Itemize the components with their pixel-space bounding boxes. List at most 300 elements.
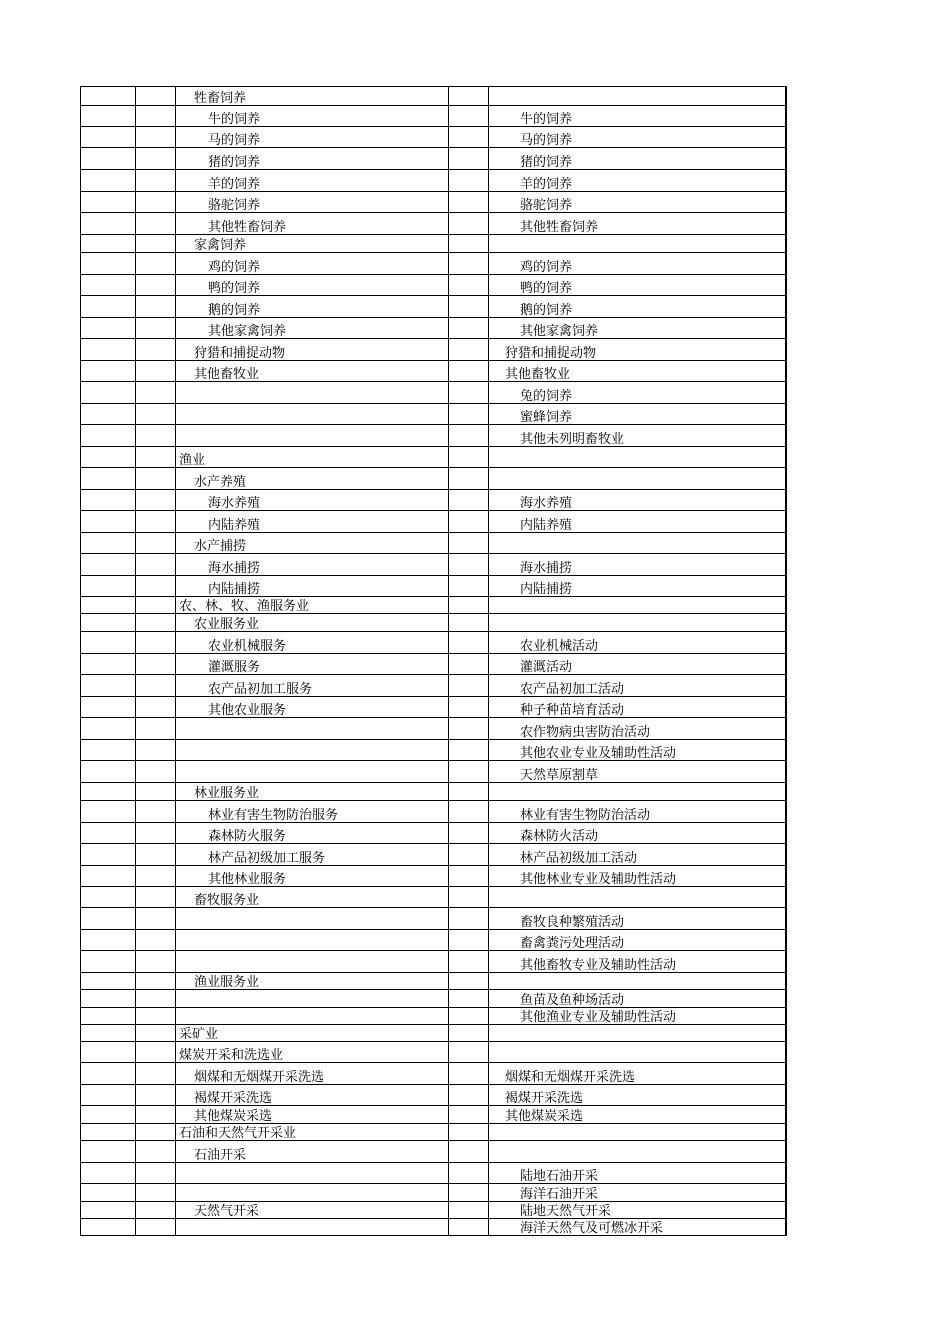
right-category-label: 农产品初加工活动 (520, 682, 625, 697)
table-row (81, 339, 786, 361)
code-cell (81, 951, 136, 973)
right-name-cell (489, 718, 786, 740)
code-cell (136, 1063, 176, 1085)
code-cell (449, 404, 489, 425)
table-row (81, 170, 786, 192)
code-cell (136, 554, 176, 576)
right-category-label: 鸭的饲养 (520, 281, 573, 296)
left-name-cell (176, 887, 449, 908)
code-cell (449, 533, 489, 554)
code-cell (449, 106, 489, 127)
code-cell (136, 87, 176, 106)
left-name-cell (176, 1063, 449, 1085)
left-name-cell (176, 1141, 449, 1163)
left-name-cell (176, 425, 449, 447)
right-name-cell (489, 361, 786, 382)
right-name-cell (489, 1008, 786, 1025)
left-name-cell (176, 675, 449, 697)
right-name-cell (489, 1042, 786, 1063)
right-name-cell (489, 106, 786, 127)
right-category-label: 其他农业专业及辅助性活动 (520, 746, 677, 761)
code-cell (449, 761, 489, 783)
code-cell (449, 148, 489, 170)
left-name-cell (176, 908, 449, 930)
left-name-cell (176, 1106, 449, 1124)
code-cell (449, 192, 489, 213)
right-name-cell (489, 597, 786, 614)
code-cell (81, 908, 136, 930)
left-category-label: 其他畜牧业 (194, 367, 260, 382)
left-name-cell (176, 213, 449, 235)
left-category-label: 森林防火服务 (208, 829, 287, 844)
code-cell (81, 1085, 136, 1106)
code-cell (449, 361, 489, 382)
code-cell (136, 533, 176, 554)
code-cell (81, 554, 136, 576)
code-cell (449, 425, 489, 447)
right-name-cell (489, 908, 786, 930)
right-name-cell (489, 533, 786, 554)
right-name-cell (489, 887, 786, 908)
table-row (81, 213, 786, 235)
left-name-cell (176, 106, 449, 127)
right-name-cell (489, 1163, 786, 1184)
right-category-label: 兔的饲养 (520, 389, 573, 404)
code-cell (449, 339, 489, 361)
table-row (81, 675, 786, 697)
left-name-cell (176, 597, 449, 614)
right-name-cell (489, 275, 786, 296)
left-name-cell (176, 1025, 449, 1042)
table-row (81, 1163, 786, 1184)
code-cell (136, 654, 176, 675)
left-name-cell (176, 1124, 449, 1141)
right-name-cell (489, 554, 786, 576)
code-cell (81, 783, 136, 801)
code-cell (136, 1124, 176, 1141)
code-cell (449, 87, 489, 106)
code-cell (449, 253, 489, 275)
right-category-label: 狩猎和捕捉动物 (505, 346, 597, 361)
table-row (81, 1141, 786, 1163)
code-cell (81, 1008, 136, 1025)
table-row (81, 1219, 786, 1236)
code-cell (136, 1042, 176, 1063)
table-row (81, 533, 786, 554)
right-category-label: 其他煤炭采选 (505, 1109, 584, 1124)
code-cell (81, 930, 136, 951)
left-name-cell (176, 801, 449, 823)
right-category-label: 骆驼饲养 (520, 198, 573, 213)
right-category-label: 内陆捕捞 (520, 582, 573, 597)
code-cell (81, 404, 136, 425)
table-body (81, 87, 786, 1236)
code-cell (81, 382, 136, 404)
left-name-cell (176, 1184, 449, 1202)
code-cell (136, 951, 176, 973)
right-category-label: 其他未列明畜牧业 (520, 432, 625, 447)
code-cell (449, 468, 489, 490)
right-category-label: 其他林业专业及辅助性活动 (520, 872, 677, 887)
code-cell (449, 1184, 489, 1202)
code-cell (136, 866, 176, 887)
code-cell (449, 127, 489, 148)
code-cell (136, 718, 176, 740)
code-cell (449, 382, 489, 404)
left-name-cell (176, 761, 449, 783)
left-name-cell (176, 1042, 449, 1063)
table-row (81, 887, 786, 908)
right-category-label: 农作物病虫害防治活动 (520, 725, 651, 740)
right-name-cell (489, 382, 786, 404)
code-cell (449, 1141, 489, 1163)
left-name-cell (176, 447, 449, 468)
left-name-cell (176, 87, 449, 106)
right-category-label: 种子种苗培育活动 (520, 703, 625, 718)
table-row (81, 718, 786, 740)
table-row (81, 382, 786, 404)
table-row (81, 614, 786, 632)
code-cell (81, 1184, 136, 1202)
code-cell (136, 339, 176, 361)
code-cell (136, 675, 176, 697)
left-name-cell (176, 192, 449, 213)
left-category-label: 石油和天然气开采业 (179, 1126, 297, 1141)
right-name-cell (489, 576, 786, 597)
right-name-cell (489, 1202, 786, 1219)
right-category-label: 农业机械活动 (520, 639, 599, 654)
code-cell (136, 614, 176, 632)
left-category-label: 海水捕捞 (208, 561, 261, 576)
table-row (81, 740, 786, 761)
table-row (81, 554, 786, 576)
code-cell (449, 844, 489, 866)
code-cell (136, 1106, 176, 1124)
code-cell (81, 801, 136, 823)
code-cell (449, 951, 489, 973)
left-name-cell (176, 339, 449, 361)
code-cell (136, 192, 176, 213)
table-row (81, 930, 786, 951)
table-row (81, 1184, 786, 1202)
code-cell (449, 213, 489, 235)
table-row (81, 1085, 786, 1106)
right-category-label: 鸡的饲养 (520, 260, 573, 275)
right-name-cell (489, 192, 786, 213)
code-cell (81, 235, 136, 253)
code-cell (81, 866, 136, 887)
code-cell (136, 275, 176, 296)
code-cell (136, 761, 176, 783)
code-cell (449, 1219, 489, 1236)
right-category-label: 灌溉活动 (520, 660, 573, 675)
left-name-cell (176, 844, 449, 866)
left-category-label: 烟煤和无烟煤开采洗选 (194, 1070, 325, 1085)
right-name-cell (489, 127, 786, 148)
right-category-label: 牛的饲养 (520, 112, 573, 127)
left-category-label: 狩猎和捕捉动物 (194, 346, 286, 361)
code-cell (81, 697, 136, 718)
right-category-label: 鱼苗及鱼种场活动 (520, 993, 625, 1008)
table-row (81, 783, 786, 801)
right-name-cell (489, 1025, 786, 1042)
code-cell (136, 468, 176, 490)
code-cell (81, 425, 136, 447)
left-category-label: 海水养殖 (208, 496, 261, 511)
left-name-cell (176, 127, 449, 148)
right-name-cell (489, 783, 786, 801)
right-name-cell (489, 339, 786, 361)
code-cell (449, 597, 489, 614)
right-name-cell (489, 951, 786, 973)
left-category-label: 其他煤炭采选 (194, 1109, 273, 1124)
code-cell (449, 1042, 489, 1063)
right-name-cell (489, 296, 786, 318)
code-cell (449, 1202, 489, 1219)
code-cell (81, 1163, 136, 1184)
code-cell (136, 783, 176, 801)
left-name-cell (176, 361, 449, 382)
code-cell (449, 973, 489, 990)
left-category-label: 其他农业服务 (208, 703, 287, 718)
code-cell (81, 339, 136, 361)
right-name-cell (489, 930, 786, 951)
table-row (81, 576, 786, 597)
code-cell (136, 511, 176, 533)
code-cell (81, 990, 136, 1008)
right-category-label: 海水养殖 (520, 496, 573, 511)
right-name-cell (489, 632, 786, 654)
right-category-label: 海洋天然气及可燃冰开采 (520, 1221, 664, 1236)
code-cell (136, 382, 176, 404)
code-cell (136, 404, 176, 425)
right-name-cell (489, 823, 786, 844)
left-category-label: 畜牧服务业 (194, 893, 260, 908)
right-name-cell (489, 404, 786, 425)
right-name-cell (489, 614, 786, 632)
code-cell (81, 275, 136, 296)
code-cell (449, 632, 489, 654)
code-cell (449, 296, 489, 318)
left-category-label: 农、林、牧、渔服务业 (179, 599, 310, 614)
code-cell (136, 887, 176, 908)
code-cell (81, 740, 136, 761)
left-category-label: 鸭的饲养 (208, 281, 261, 296)
table-row (81, 1106, 786, 1124)
right-name-cell (489, 654, 786, 675)
code-cell (449, 823, 489, 844)
code-cell (81, 318, 136, 339)
left-category-label: 鹅的饲养 (208, 303, 261, 318)
code-cell (81, 632, 136, 654)
code-cell (81, 675, 136, 697)
table-row (81, 192, 786, 213)
right-name-cell (489, 1184, 786, 1202)
code-cell (449, 1063, 489, 1085)
right-category-label: 畜禽粪污处理活动 (520, 936, 625, 951)
code-cell (136, 148, 176, 170)
left-name-cell (176, 654, 449, 675)
code-cell (136, 576, 176, 597)
left-category-label: 石油开采 (194, 1148, 247, 1163)
code-cell (449, 654, 489, 675)
code-cell (136, 1219, 176, 1236)
code-cell (449, 718, 489, 740)
left-category-label: 农产品初加工服务 (208, 682, 313, 697)
code-cell (81, 170, 136, 192)
right-category-label: 畜牧良种繁殖活动 (520, 915, 625, 930)
right-name-cell (489, 318, 786, 339)
code-cell (81, 213, 136, 235)
left-name-cell (176, 614, 449, 632)
left-name-cell (176, 697, 449, 718)
right-name-cell (489, 675, 786, 697)
code-cell (449, 490, 489, 511)
right-category-label: 蜜蜂饲养 (520, 410, 573, 425)
code-cell (136, 170, 176, 192)
right-category-label: 内陆养殖 (520, 518, 573, 533)
code-cell (81, 761, 136, 783)
code-cell (136, 106, 176, 127)
right-name-cell (489, 235, 786, 253)
code-cell (81, 361, 136, 382)
code-cell (81, 192, 136, 213)
right-category-label: 烟煤和无烟煤开采洗选 (505, 1070, 636, 1085)
code-cell (81, 973, 136, 990)
code-cell (136, 801, 176, 823)
code-cell (136, 632, 176, 654)
code-cell (136, 697, 176, 718)
right-name-cell (489, 1124, 786, 1141)
left-category-label: 马的饲养 (208, 133, 261, 148)
table-row (81, 908, 786, 930)
left-name-cell (176, 382, 449, 404)
left-category-label: 灌溉服务 (208, 660, 261, 675)
code-cell (81, 127, 136, 148)
code-cell (81, 1063, 136, 1085)
table-row (81, 253, 786, 275)
code-cell (81, 1106, 136, 1124)
right-name-cell (489, 697, 786, 718)
left-category-label: 牛的饲养 (208, 112, 261, 127)
table-row (81, 951, 786, 973)
code-cell (81, 614, 136, 632)
right-name-cell (489, 425, 786, 447)
left-category-label: 家禽饲养 (194, 238, 247, 253)
left-name-cell (176, 1085, 449, 1106)
right-category-label: 森林防火活动 (520, 829, 599, 844)
right-name-cell (489, 468, 786, 490)
code-cell (136, 361, 176, 382)
code-cell (81, 887, 136, 908)
code-cell (81, 1202, 136, 1219)
left-name-cell (176, 930, 449, 951)
left-name-cell (176, 490, 449, 511)
code-cell (81, 106, 136, 127)
right-name-cell (489, 87, 786, 106)
code-cell (136, 235, 176, 253)
code-cell (449, 866, 489, 887)
code-cell (136, 844, 176, 866)
code-cell (81, 1025, 136, 1042)
table-row (81, 823, 786, 844)
code-cell (136, 908, 176, 930)
left-name-cell (176, 468, 449, 490)
table-row (81, 148, 786, 170)
code-cell (136, 425, 176, 447)
left-category-label: 农业服务业 (194, 617, 260, 632)
code-cell (81, 844, 136, 866)
code-cell (136, 930, 176, 951)
code-cell (449, 801, 489, 823)
right-category-label: 天然草原割草 (520, 768, 599, 783)
code-cell (449, 511, 489, 533)
right-category-label: 其他渔业专业及辅助性活动 (520, 1010, 677, 1025)
right-name-cell (489, 866, 786, 887)
right-name-cell (489, 844, 786, 866)
right-name-cell (489, 973, 786, 990)
right-category-label: 海水捕捞 (520, 561, 573, 576)
code-cell (81, 87, 136, 106)
right-name-cell (489, 990, 786, 1008)
table-row (81, 404, 786, 425)
right-category-label: 海洋石油开采 (520, 1187, 599, 1202)
left-name-cell (176, 235, 449, 253)
code-cell (449, 447, 489, 468)
right-category-label: 林业有害生物防治活动 (520, 808, 651, 823)
left-category-label: 其他牲畜饲养 (208, 220, 287, 235)
table-row (81, 761, 786, 783)
right-category-label: 其他家禽饲养 (520, 324, 599, 339)
right-name-cell (489, 1085, 786, 1106)
code-cell (81, 468, 136, 490)
code-cell (136, 740, 176, 761)
right-name-cell (489, 447, 786, 468)
left-category-label: 林业服务业 (194, 786, 260, 801)
left-name-cell (176, 951, 449, 973)
table-row (81, 990, 786, 1008)
left-name-cell (176, 275, 449, 296)
left-name-cell (176, 533, 449, 554)
right-name-cell (489, 1106, 786, 1124)
left-name-cell (176, 866, 449, 887)
table-row (81, 1124, 786, 1141)
left-category-label: 鸡的饲养 (208, 260, 261, 275)
left-category-label: 内陆养殖 (208, 518, 261, 533)
code-cell (449, 275, 489, 296)
right-name-cell (489, 1141, 786, 1163)
code-cell (81, 296, 136, 318)
code-cell (449, 1106, 489, 1124)
left-name-cell (176, 148, 449, 170)
code-cell (81, 148, 136, 170)
right-name-cell (489, 213, 786, 235)
code-cell (136, 990, 176, 1008)
left-category-label: 林产品初级加工服务 (208, 851, 326, 866)
table-row (81, 1063, 786, 1085)
code-cell (449, 675, 489, 697)
left-category-label: 内陆捕捞 (208, 582, 261, 597)
code-cell (449, 1163, 489, 1184)
code-cell (136, 213, 176, 235)
table-row (81, 318, 786, 339)
code-cell (449, 887, 489, 908)
code-cell (449, 1025, 489, 1042)
left-name-cell (176, 632, 449, 654)
left-category-label: 其他家禽饲养 (208, 324, 287, 339)
right-name-cell (489, 490, 786, 511)
code-cell (81, 823, 136, 844)
